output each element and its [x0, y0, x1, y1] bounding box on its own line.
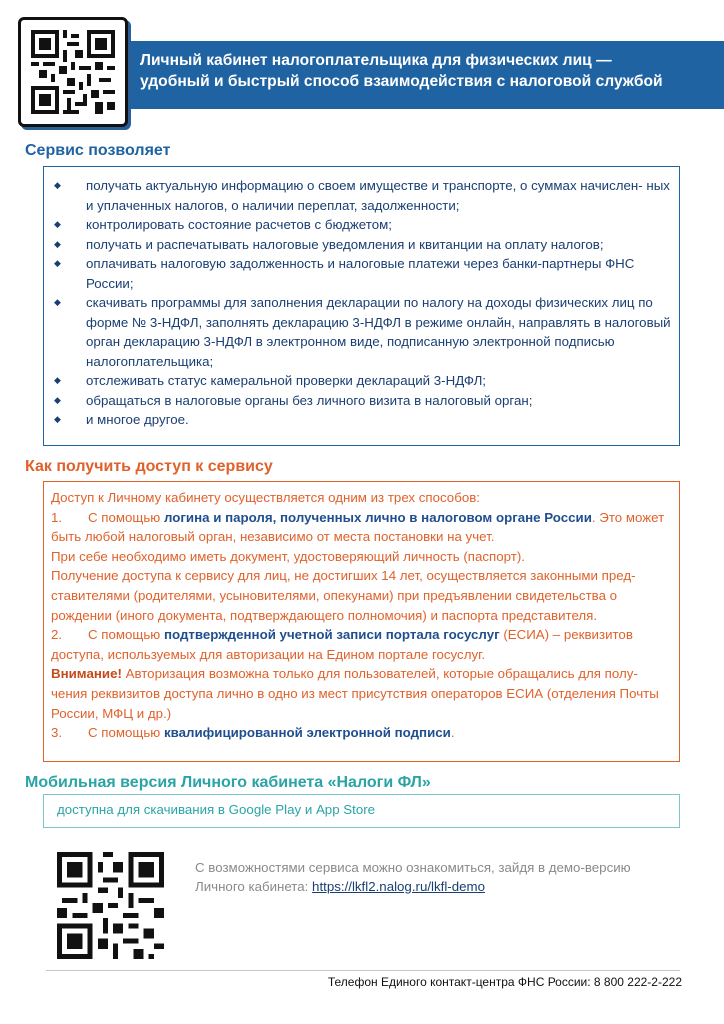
attention-label: Внимание!	[51, 666, 122, 682]
method-3-highlight: квалифицированной электронной подписи	[163, 725, 451, 741]
demo-link[interactable]: https://lkfl2.nalog.ru/lkfl-demo	[312, 879, 485, 894]
section-heading-mobile: Мобильная версия Личного кабинета «Налоги ФЛ»	[25, 774, 431, 791]
page-title	[140, 50, 710, 92]
bullet-icon: ◆	[54, 180, 61, 190]
footer-phone: Телефон Единого контакт-центра ФНС России: 8 800 222-2-222	[327, 975, 682, 989]
attention-note: Внимание! Авторизация возможна только для пользователей, которые обращались для полу- чения реквизитов доступа лично в одно из мест присутствия операторов ЕСИА (отделения Почты России, МФЦ и др.)	[51, 666, 659, 721]
list-item: ◆ получать актуальную информацию о своем имуществе и транспорте, о суммах начислен- ных и уплаченных налогов, о наличии переплат, задолженности;	[54, 178, 670, 213]
qr-code-bottom	[57, 852, 164, 964]
bullet-icon: ◆	[54, 375, 61, 385]
method-3: 3. С помощью квалифицированной электронной подписи.	[51, 723, 675, 743]
access-intro: Доступ к Личному кабинету осуществляется одним из трех способов:	[51, 490, 480, 505]
bullet-icon: ◆	[54, 238, 61, 249]
method-2-highlight: подтвержденной учетной записи портала госуслуг	[163, 627, 500, 643]
title-line-2: удобный и быстрый способ взаимодействия с налоговой службой	[140, 73, 663, 90]
method-1-highlight: логина и пароля, полученных лично в налоговом органе России	[163, 509, 592, 525]
section-heading-service: Сервис позволяет	[25, 142, 171, 159]
method-1-minor-note: Получение доступа к сервису для лиц, не достигших 14 лет, осуществляется законными пред- ставителями (родителями, усыновителями, опекунами) при предъявлении свидетельства о рождении (иного документа, подтверждающего полномочия) и паспорта представителя.	[51, 568, 636, 623]
bullet-icon: ◆	[54, 219, 61, 229]
method-number: 3.	[51, 725, 63, 741]
list-item: ◆ оплачивать налоговую задолженность и налоговые платежи через банки-партнеры ФНС России;	[54, 256, 635, 291]
title-line-1: Личный кабинет налогоплательщика для физических лиц —	[140, 52, 612, 69]
list-item: ◆ и многое другое.	[50, 410, 675, 430]
bullet-icon: ◆	[54, 297, 61, 307]
demo-line-2: Личного кабинета: https://lkfl2.nalog.ru/lkfl-demo	[195, 879, 485, 894]
qr-code-top	[18, 17, 128, 127]
bullet-icon: ◆	[54, 258, 61, 268]
qr-code-icon	[31, 30, 115, 114]
method-number: 2.	[51, 627, 63, 643]
list-item: ◆ отслеживать статус камеральной проверки деклараций 3-НДФЛ;	[50, 371, 675, 391]
qr-code-icon	[57, 852, 164, 959]
mobile-availability-text: доступна для скачивания в Google Play и App Store	[57, 802, 376, 817]
demo-text	[195, 858, 685, 896]
method-1-document-note: При себе необходимо иметь документ, удостоверяющий личность (паспорт).	[51, 548, 525, 564]
method-number: 1.	[51, 509, 63, 525]
list-item: ◆ контролировать состояние расчетов с бюджетом;	[50, 215, 675, 235]
demo-line-1: С возможностями сервиса можно ознакомиться, зайдя в демо-версию	[195, 860, 631, 875]
method-1: 1. С помощью логина и пароля, полученных лично в налоговом органе России. Это может быть любой налоговый орган, независимо от места постановки на учет.	[51, 509, 665, 545]
list-item: ◆ скачивать программы для заполнения декларации по налогу на доходы физических лиц по форме № 3-НДФЛ, заполнять декларацию 3-НДФЛ в режиме онлайн, направлять в налоговый орган декларацию 3-НДФЛ в электронном виде, подписанную электронной подписью налогоплательщика;	[54, 295, 671, 369]
footer-divider	[46, 970, 680, 971]
list-item: ◆ обращаться в налоговые органы без личного визита в налоговый орган;	[50, 391, 675, 411]
bullet-icon: ◆	[54, 414, 61, 424]
method-2: 2. С помощью подтвержденной учетной записи портала госуслуг (ЕСИА) – реквизитов доступа, используемых для авторизации на Едином портале госуслуг.	[51, 627, 633, 662]
bullet-icon: ◆	[54, 394, 61, 405]
list-item: ◆ получать и распечатывать налоговые уведомления и квитанции на оплату налогов;	[50, 235, 675, 255]
section-heading-access: Как получить доступ к сервису	[25, 458, 273, 475]
access-content	[51, 488, 675, 743]
service-list	[50, 176, 675, 430]
